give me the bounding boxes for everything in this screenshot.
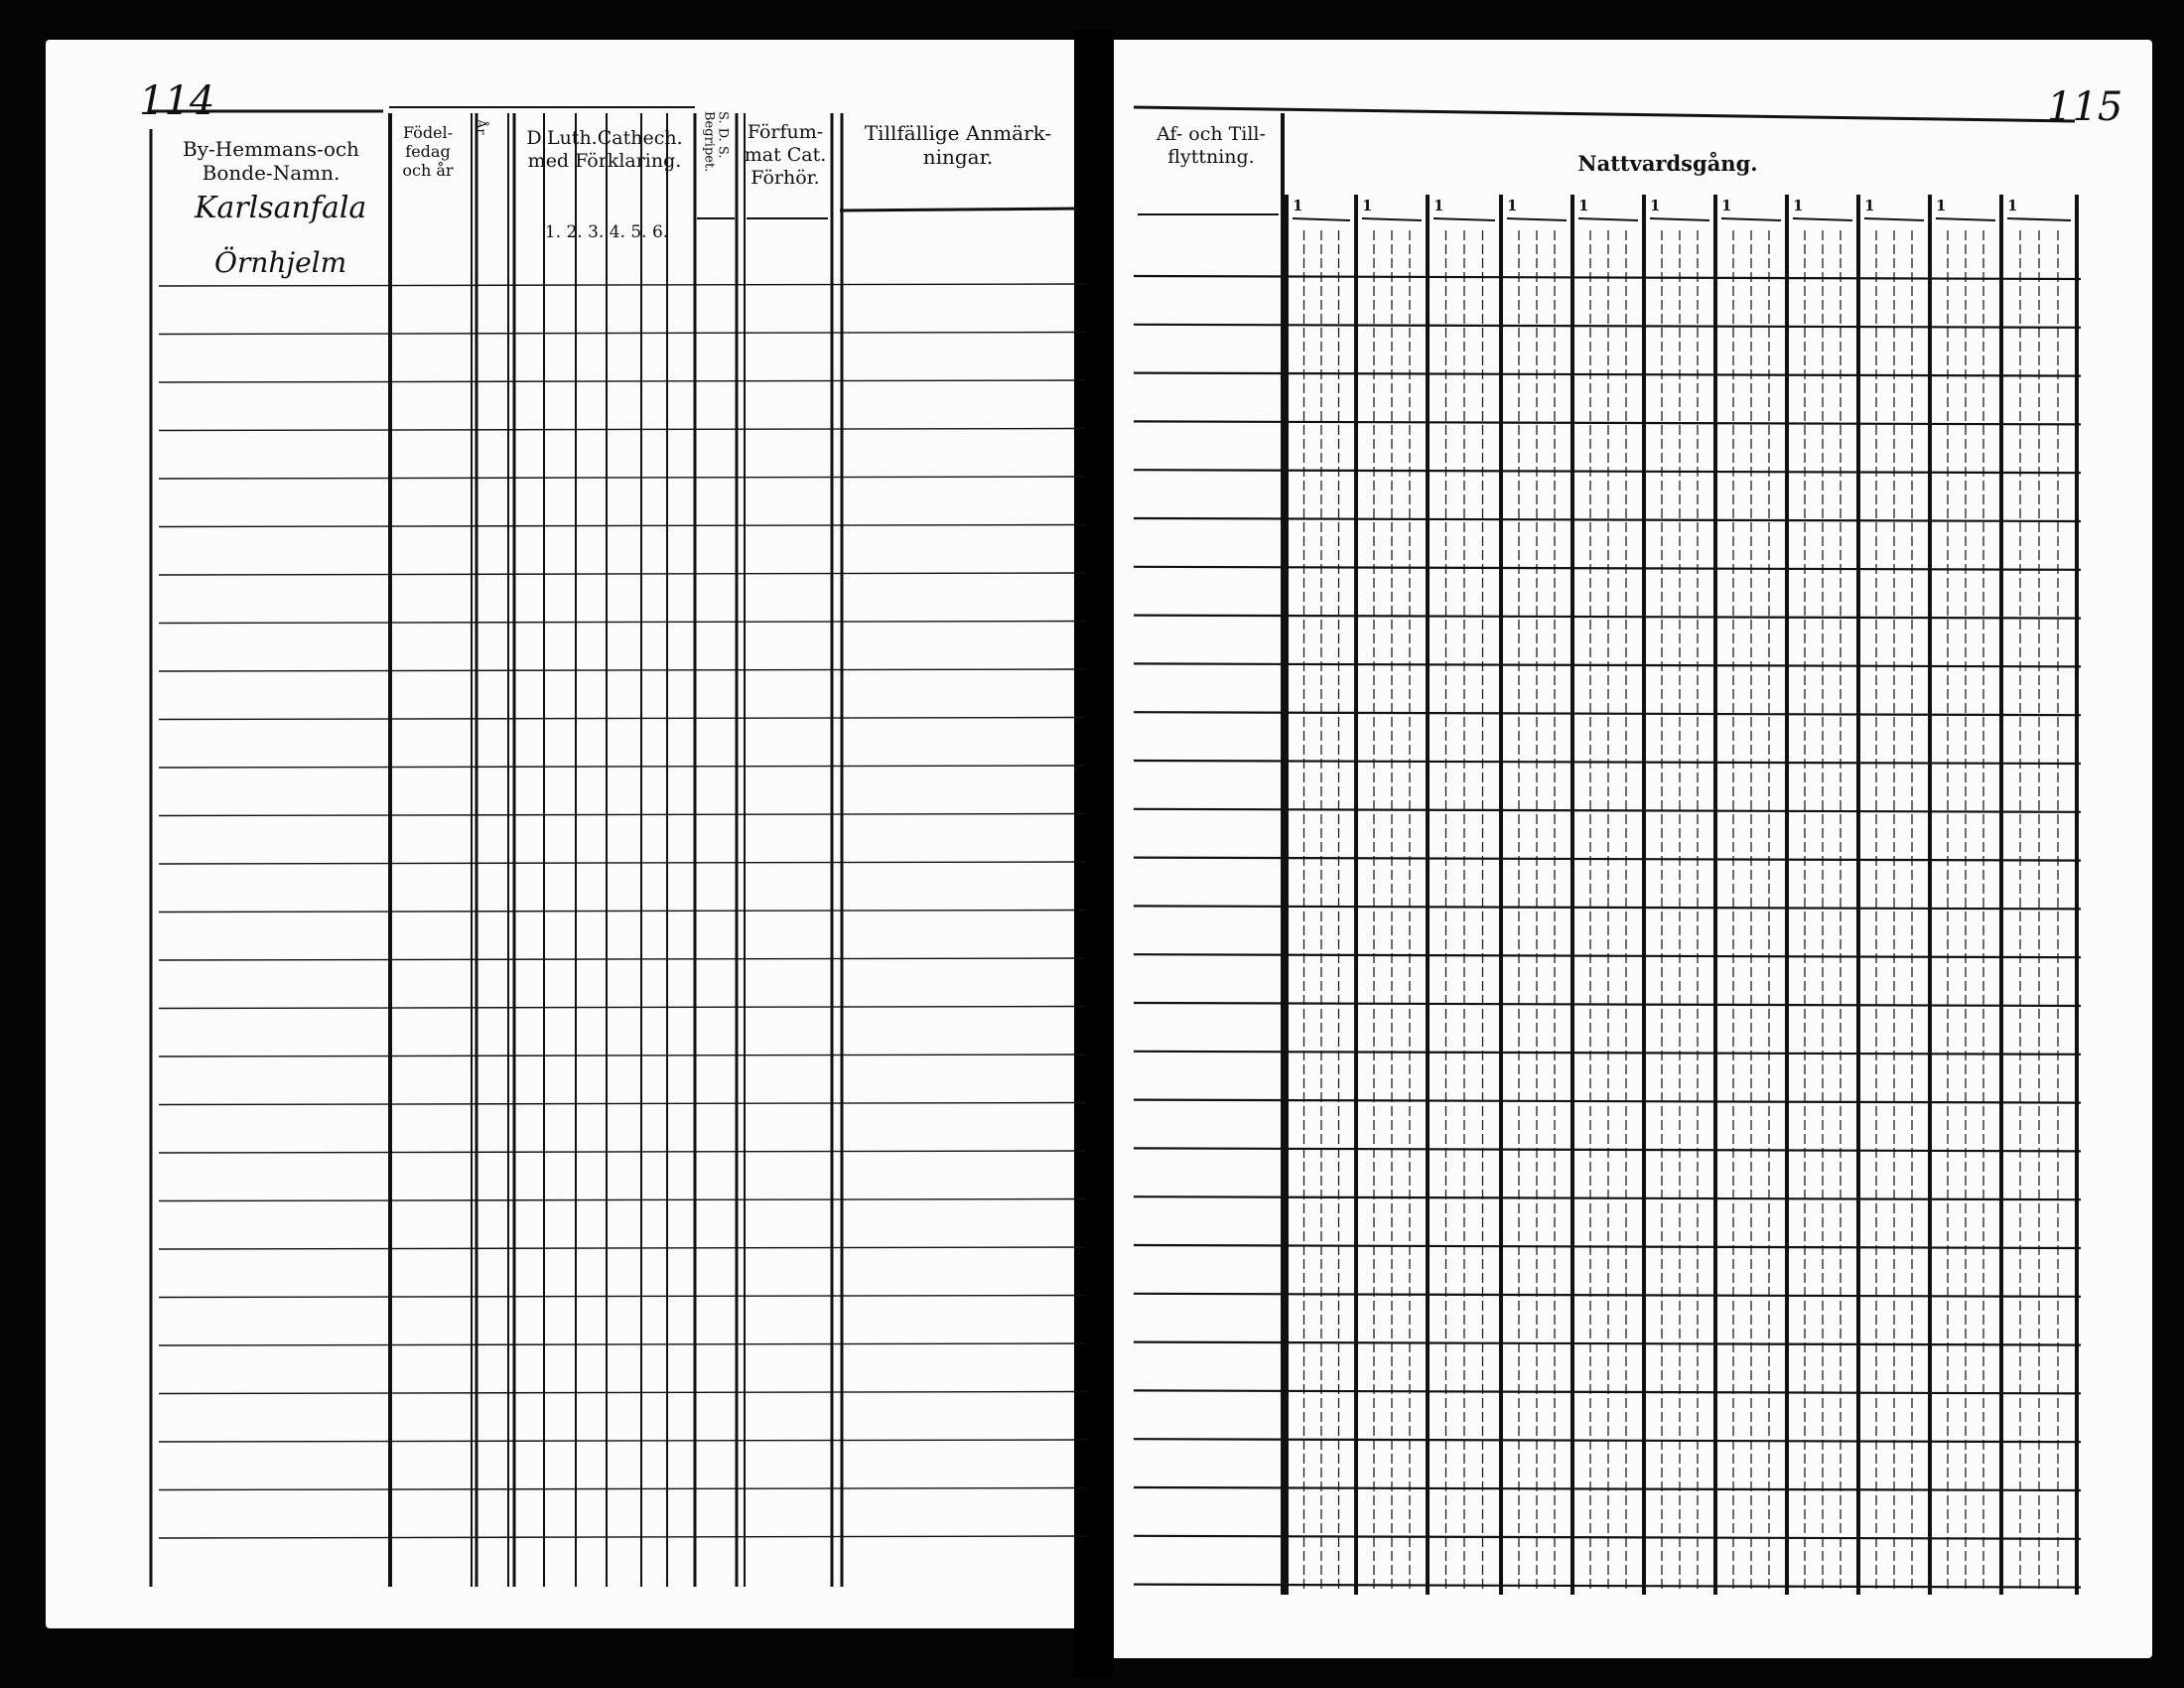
nattvard-row-rule bbox=[1134, 1052, 2081, 1055]
nattvard-row-rule bbox=[1134, 325, 2081, 328]
nattvard-row-rule bbox=[1134, 1196, 2081, 1199]
nattvard-row-rule bbox=[1134, 809, 2081, 812]
nattvard-row-rule bbox=[1134, 1003, 2081, 1006]
nattvard-column-subrule bbox=[1362, 218, 1422, 220]
nattvard-row-rule bbox=[1134, 567, 2081, 570]
nattvard-row-rule bbox=[1134, 1148, 2081, 1151]
nattvard-row-rule bbox=[1134, 616, 2081, 619]
nattvard-row-rule bbox=[1134, 954, 2081, 957]
nattvard-column-mark: 1 bbox=[1936, 197, 1947, 214]
nattvard-column-subrule bbox=[1936, 218, 1995, 220]
nattvard-row-rule bbox=[1134, 276, 2081, 279]
page-number-right: 115 bbox=[2047, 84, 2123, 130]
nattvard-column-subrule bbox=[1293, 218, 1350, 220]
nattvard-row-rule bbox=[1134, 1536, 2081, 1539]
nattvard-row-rule bbox=[1134, 1585, 2081, 1588]
header-ar: År bbox=[473, 119, 488, 135]
nattvard-row-rule bbox=[1134, 373, 2081, 376]
nattvard-column-subrule bbox=[1721, 218, 1781, 220]
entry-farm-name-2: Örnhjelm bbox=[214, 246, 347, 279]
nattvard-row-rule bbox=[1134, 1245, 2081, 1248]
header-af-och-tillflyttning: Af- och Till- flyttning. bbox=[1157, 123, 1266, 168]
nattvard-column-mark: 1 bbox=[1793, 197, 1804, 214]
nattvard-row-rule bbox=[1134, 712, 2081, 715]
header-catechismus-numbers: 1. 2. 3. 4. 5. 6. bbox=[544, 222, 669, 242]
nattvard-row-rule bbox=[1134, 663, 2081, 666]
nattvard-column-mark: 1 bbox=[1433, 197, 1444, 214]
entry-farm-name-1: Karlsanfala bbox=[195, 191, 367, 225]
nattvard-column-subrule bbox=[1507, 218, 1567, 220]
nattvard-row-rule bbox=[1134, 761, 2081, 764]
nattvard-column-mark: 1 bbox=[1721, 197, 1732, 214]
nattvard-column-mark: 1 bbox=[2007, 197, 2018, 214]
nattvard-row-rule bbox=[1134, 470, 2081, 473]
nattvard-row-rule bbox=[1134, 858, 2081, 861]
nattvard-row-rule bbox=[1134, 518, 2081, 521]
nattvard-column-mark: 1 bbox=[1650, 197, 1661, 214]
nattvard-column-subrule bbox=[1578, 218, 1638, 220]
nattvard-row-rule bbox=[1134, 1390, 2081, 1393]
nattvard-column-subrule bbox=[1793, 218, 1852, 220]
nattvard-column-subrule bbox=[2007, 218, 2071, 220]
nattvard-row-rule bbox=[1134, 421, 2081, 424]
nattvard-column-subrule bbox=[1864, 218, 1924, 220]
header-forsumat-cat-forhor: Förfum- mat Cat. Förhör. bbox=[744, 121, 827, 189]
nattvard-column-mark: 1 bbox=[1507, 197, 1518, 214]
nattvard-column-mark: 1 bbox=[1362, 197, 1373, 214]
nattvard-column-mark: 1 bbox=[1293, 197, 1303, 214]
header-luth-catechismus: D.Luth.Cathech. med Förklaring. bbox=[526, 127, 683, 172]
header-top-rule bbox=[1134, 107, 2075, 121]
nattvard-column-mark: 1 bbox=[1864, 197, 1875, 214]
header-by-hemmans-och-bonde-namn: By-Hemmans-och Bonde-Namn. bbox=[183, 137, 359, 185]
nattvard-row-rule bbox=[1134, 1100, 2081, 1103]
header-tillfallige-anmarkningar: Tillfällige Anmärk- ningar. bbox=[864, 121, 1052, 169]
nattvard-row-rule bbox=[1134, 1487, 2081, 1490]
header-fodelsedag: Födel- fedag och år bbox=[402, 123, 454, 181]
page-number-left: 114 bbox=[139, 78, 215, 124]
nattvard-column-mark: 1 bbox=[1578, 197, 1589, 214]
header-sds-begripet: S. D. S. Begripet. bbox=[701, 111, 731, 173]
nattvard-row-rule bbox=[1134, 1294, 2081, 1297]
header-nattvardsgang: Nattvardsgång. bbox=[1577, 151, 1758, 176]
nattvard-row-rule bbox=[1134, 1342, 2081, 1345]
nattvard-row-rule bbox=[1134, 1439, 2081, 1442]
nattvard-column-subrule bbox=[1433, 218, 1495, 220]
nattvard-column-subrule bbox=[1650, 218, 1709, 220]
nattvard-row-rule bbox=[1134, 906, 2081, 909]
